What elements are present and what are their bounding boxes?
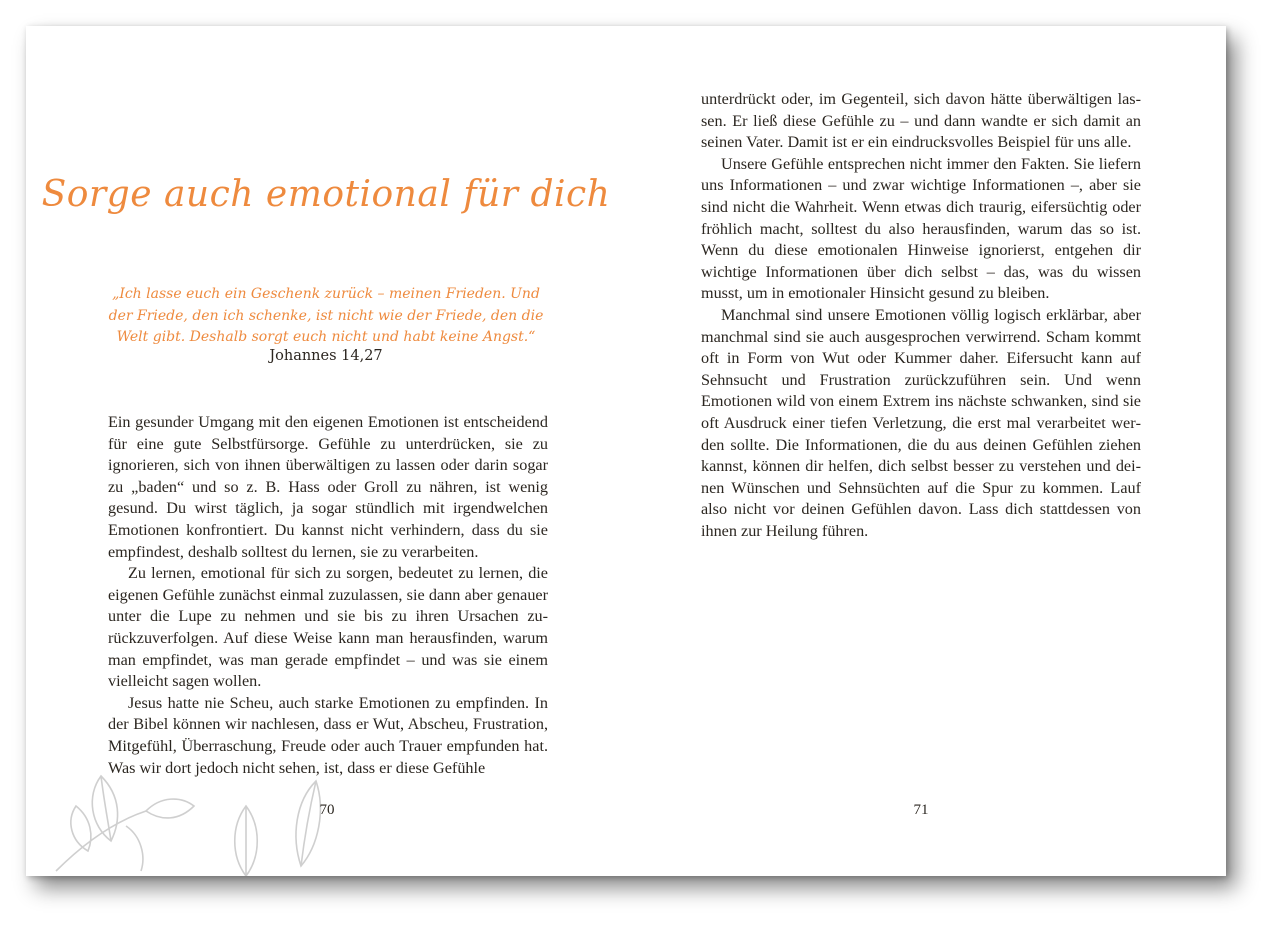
paragraph: Manchmal sind unsere Emotionen völlig logisch erklärbar, aber manchmal sind sie auch ausgesprochen verwirrend. Scham kommt oft in Form von Wut oder Kummer daher. Eifersucht kann auf Sehnsucht und Frustration zurückzuführen sein. Und wenn Emotionen wild von einem Extrem ins nächste schwanken, sind sie oft Ausdruck einer tiefen Verletzung, die erst mal verarbeitet werden sollte. Die Informationen, die du aus deinen Gefühlen ziehen kannst, können dir helfen, dich selbst besser zu verstehen und deinen Wünschen und Sehnsüchten auf die Spur zu kommen. Lauf also nicht vor deinen Gefühlen davon. Lass dich stattdessen von ihnen zur Heilung führen. <box>701 305 1141 540</box>
paragraph: Zu lernen, emotional für sich zu sorgen, bedeutet zu lernen, die eigenen Gefühle zunächst einmal zuzulassen, sie dann aber genauer unter die Lupe zu nehmen und sie bis zu ihren Ursachen zurückzuverfolgen. Auf diese Weise kann man herausfinden, warum man empfindet, was man gerade empfindet – und was sie einem vielleicht sagen wollen. <box>108 564 548 691</box>
leaf-shape <box>296 781 320 866</box>
leaf-shape <box>71 806 91 851</box>
leaf-vein <box>301 781 316 866</box>
leaf-shape <box>146 799 194 818</box>
page-number-left: 70 <box>319 802 335 818</box>
page-number-right: 71 <box>913 802 929 818</box>
leaf-stem <box>126 826 143 871</box>
right-body-text <box>701 89 1141 542</box>
paragraph: unterdrückt oder, im Gegenteil, sich davon hätte überwältigen lassen. Er ließ diese Gefühle zu – und dann wandte er sich damit an seinen Vater. Damit ist er ein eindrucksvolles Beispiel für uns alle. <box>701 90 1141 152</box>
chapter-title: Sorge auch emotional für dich <box>41 174 611 215</box>
left-body-text <box>108 412 548 779</box>
paragraph: Jesus hatte nie Scheu, auch starke Emotionen zu empfinden. In der Bibel können wir nachlesen, dass er Wut, Abscheu, Frustration, Mitgefühl, Überraschung, Freude oder auch Trauer empfunden hat. Was wir dort jedoch nicht sehen, ist, dass er diese Gefühle <box>108 693 548 777</box>
leaf-stem <box>56 811 146 871</box>
left-page <box>26 26 626 876</box>
bible-quote: „Ich lasse euch ein Geschenk zurück – meinen Frieden. Und der Friede, den ich schenke, ist nicht wie der Friede, den die Welt gibt. Deshalb sorgt euch nicht und habt keine Angst.“ <box>108 286 544 345</box>
paragraph: Ein gesunder Umgang mit den eigenen Emotionen ist entscheidend für eine gute Selbstfürsorge. Gefühle zu unterdrücken, sie zu ignorieren, sich von ihnen überwältigen zu lassen oder darin sogar zu „baden“ und so z. B. Hass oder Groll zu nähren, ist wenig gesund. Du wirst täglich, ja sogar stündlich mit irgendwelchen Emotionen konfrontiert. Du kannst nicht verhindern, dass du sie empfindest, deshalb solltest du lernen, sie zu verarbeiten. <box>108 413 548 561</box>
paragraph: Unsere Gefühle entsprechen nicht immer den Fakten. Sie liefern uns Informationen – und zwar wichtige Informationen –, aber sie sind nicht die Wahrheit. Wenn etwas dich traurig, eifersüchtig oder fröhlich macht, solltest du also herausfinden, warum das so ist. Wenn du diese emotionalen Hinweise ignorierst, entgehen dir wichtige Informationen über dich selbst – das, was du wissen musst, um in emotionaler Hinsicht gesund zu bleiben. <box>701 154 1141 303</box>
book-spread <box>26 26 1226 876</box>
right-page <box>626 26 1226 876</box>
leaf-ornament-icon <box>46 766 336 876</box>
quote-source: Johannes 14,27 <box>269 348 383 364</box>
